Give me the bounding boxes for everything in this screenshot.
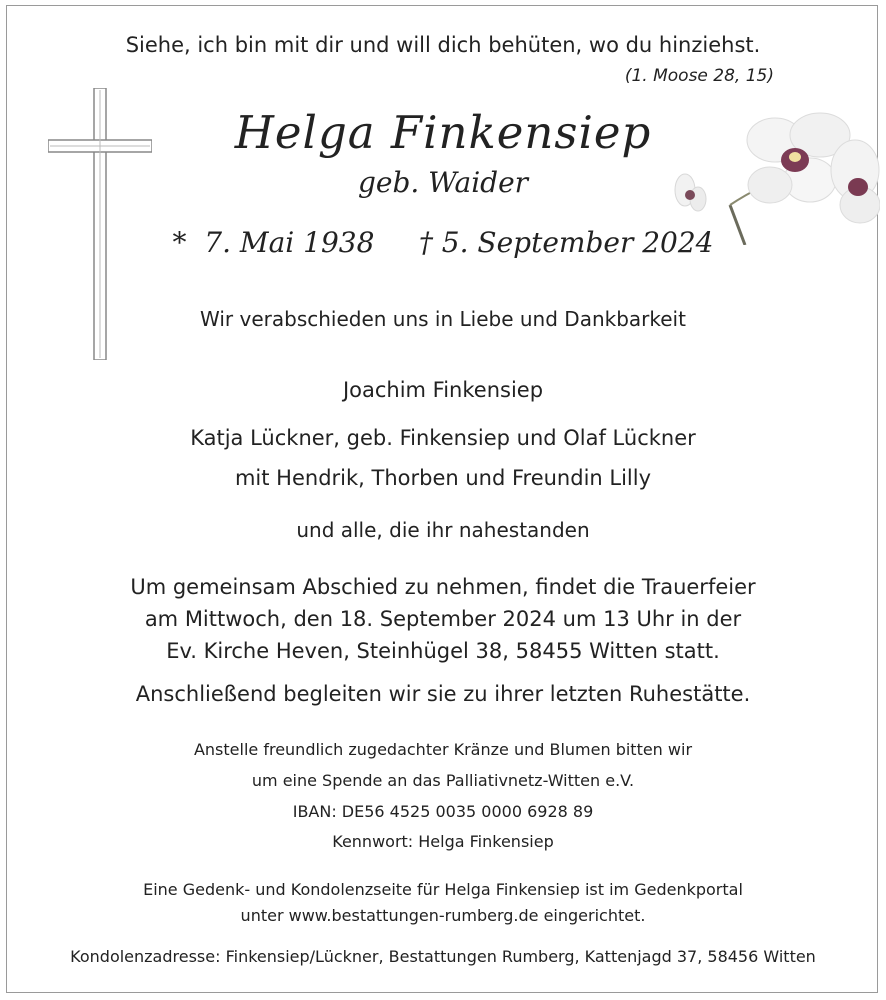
others-line: und alle, die ihr nahestanden (296, 518, 590, 542)
bible-verse: Siehe, ich bin mit dir und will dich behüten, wo du hinziehst. (125, 33, 761, 57)
deceased-name: Helga Finkensiep (234, 106, 652, 159)
ceremony-line: Um gemeinsam Abschied zu nehmen, findet die Trauerfeier (130, 575, 756, 599)
iban-line: IBAN: DE56 4525 0035 0000 6928 89 (292, 802, 594, 821)
ceremony-line: Ev. Kirche Heven, Steinhügel 38, 58455 Witten statt. (166, 639, 720, 663)
burial-line: Anschließend begleiten wir sie zu ihrer letzten Ruhestätte. (135, 682, 751, 706)
memorial-line: unter www.bestattungen-rumberg.de eingerichtet. (240, 906, 646, 925)
keyword-line: Kennwort: Helga Finkensiep (332, 832, 554, 851)
mourner-line: Katja Lückner, geb. Finkensiep und Olaf Lückner (190, 426, 696, 450)
memorial-line: Eine Gedenk- und Kondolenzseite für Helga Finkensiep ist im Gedenkportal (143, 880, 743, 899)
donation-line: Anstelle freundlich zugedachter Kränze und Blumen bitten wir (193, 740, 693, 759)
ceremony-line: am Mittwoch, den 18. September 2024 um 13 Uhr in der (144, 607, 742, 631)
birth-name: geb. Waider (357, 166, 529, 199)
farewell-line: Wir verabschieden uns in Liebe und Dankbarkeit (200, 307, 686, 331)
mourner-line: Joachim Finkensiep (342, 378, 544, 402)
life-dates: * 7. Mai 1938 † 5. September 2024 (172, 226, 714, 259)
bible-verse-reference: (1. Moose 28, 15) (624, 66, 774, 86)
donation-line: um eine Spende an das Palliativnetz-Witten e.V. (251, 771, 635, 790)
mourner-line: mit Hendrik, Thorben und Freundin Lilly (234, 466, 652, 490)
condolence-address: Kondolenzadresse: Finkensiep/Lückner, Bestattungen Rumberg, Kattenjagd 37, 58456 Witten (70, 947, 816, 966)
